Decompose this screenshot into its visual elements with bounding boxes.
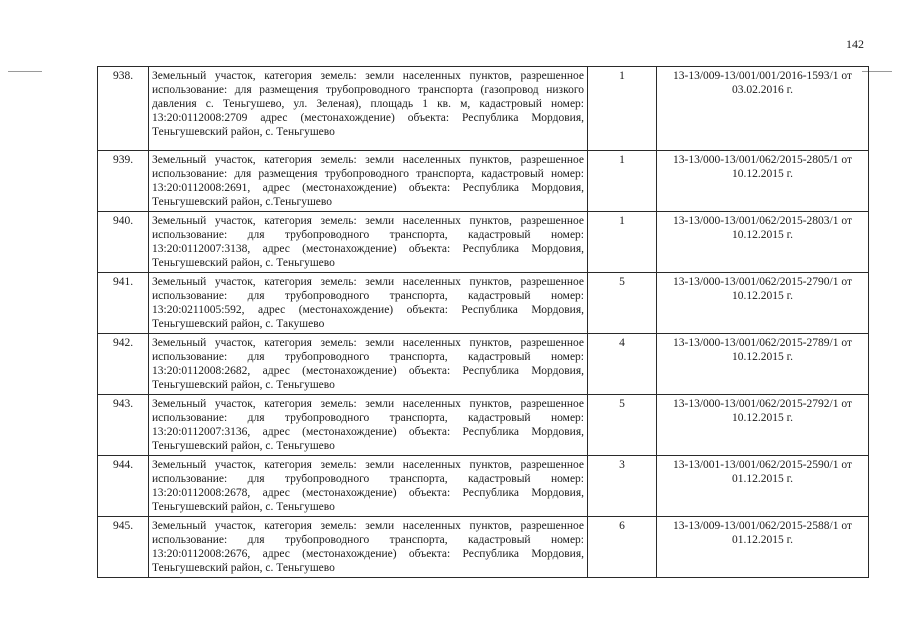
row-number: 938. — [98, 67, 149, 151]
property-registry-table — [97, 66, 869, 578]
table-row — [98, 395, 869, 456]
registration-record: 13-13/009-13/001/062/2015-2588/1 от 01.12.2015 г. — [657, 517, 869, 578]
table-row — [98, 456, 869, 517]
registration-record: 13-13/000-13/001/062/2015-2803/1 от 10.12.2015 г. — [657, 212, 869, 273]
scan-artifact-line — [8, 71, 42, 72]
row-number: 939. — [98, 151, 149, 212]
row-number: 940. — [98, 212, 149, 273]
registration-record: 13-13/009-13/001/001/2016-1593/1 от 03.02.2016 г. — [657, 67, 869, 151]
quantity: 3 — [588, 456, 657, 517]
table-row — [98, 67, 869, 151]
property-description: Земельный участок, категория земель: земли населенных пунктов, разрешенное использование: для трубопроводного транспорта, кадастровый номер: 13:20:0112008:2676, адрес (местонахождение) объекта: Республика Мордовия, Теньгушевский район, с. Теньгушево — [149, 517, 588, 578]
registration-record: 13-13/000-13/001/062/2015-2792/1 от 10.12.2015 г. — [657, 395, 869, 456]
table-row — [98, 517, 869, 578]
quantity: 5 — [588, 395, 657, 456]
quantity: 4 — [588, 334, 657, 395]
quantity: 1 — [588, 151, 657, 212]
table-row — [98, 273, 869, 334]
property-description: Земельный участок, категория земель: земли населенных пунктов, разрешенное использование: для трубопроводного транспорта, кадастровый номер: 13:20:0211005:592, адрес (местонахождение) объекта: Республика Мордовия, Теньгушевский район, с. Такушево — [149, 273, 588, 334]
registration-record: 13-13/000-13/001/062/2015-2789/1 от 10.12.2015 г. — [657, 334, 869, 395]
row-number: 943. — [98, 395, 149, 456]
registration-record: 13-13/000-13/001/062/2015-2805/1 от 10.12.2015 г. — [657, 151, 869, 212]
quantity: 1 — [588, 67, 657, 151]
registration-record: 13-13/001-13/001/062/2015-2590/1 от 01.12.2015 г. — [657, 456, 869, 517]
property-description: Земельный участок, категория земель: земли населенных пунктов, разрешенное использование: для размещения трубопроводного транспорта, кадастровый номер: 13:20:0112008:2691, адрес (местонахождение) объекта: Республика Мордовия, Теньгушевский район, с.Теньгушево — [149, 151, 588, 212]
registration-record: 13-13/000-13/001/062/2015-2790/1 от 10.12.2015 г. — [657, 273, 869, 334]
table-row — [98, 212, 869, 273]
property-description: Земельный участок, категория земель: земли населенных пунктов, разрешенное использование: для трубопроводного транспорта, кадастровый номер: 13:20:0112008:2682, адрес (местонахождение) объекта: Республика Мордовия, Теньгушевский район, с. Теньгушево — [149, 334, 588, 395]
table-row — [98, 151, 869, 212]
property-description: Земельный участок, категория земель: земли населенных пунктов, разрешенное использование: для трубопроводного транспорта, кадастровый номер: 13:20:0112008:2678, адрес (местонахождение) объекта: Республика Мордовия, Теньгушевский район, с. Теньгушево — [149, 456, 588, 517]
quantity: 5 — [588, 273, 657, 334]
row-number: 944. — [98, 456, 149, 517]
row-number: 942. — [98, 334, 149, 395]
page-number: 142 — [846, 37, 864, 51]
property-description: Земельный участок, категория земель: земли населенных пунктов, разрешенное использование: для трубопроводного транспорта, кадастровый номер: 13:20:0112007:3138, адрес (местонахождение) объекта: Республика Мордовия, Теньгушевский район, с. Теньгушево — [149, 212, 588, 273]
quantity: 1 — [588, 212, 657, 273]
row-number: 945. — [98, 517, 149, 578]
quantity: 6 — [588, 517, 657, 578]
table-row — [98, 334, 869, 395]
row-number: 941. — [98, 273, 149, 334]
property-description: Земельный участок, категория земель: земли населенных пунктов, разрешенное использование: для трубопроводного транспорта, кадастровый номер: 13:20:0112007:3136, адрес (местонахождение) объекта: Республика Мордовия, Теньгушевский район, с. Теньгушево — [149, 395, 588, 456]
property-description: Земельный участок, категория земель: земли населенных пунктов, разрешенное использование: для размещения трубопроводного транспорта (газопровод низкого давления с. Теньгушево, ул. Зеленая), площадь 1 кв. м, кадастровый номер: 13:20:0112008:2709 адрес (местонахождение) объекта: Республика Мордовия, Теньгушевский район, с. Теньгушево — [149, 67, 588, 151]
